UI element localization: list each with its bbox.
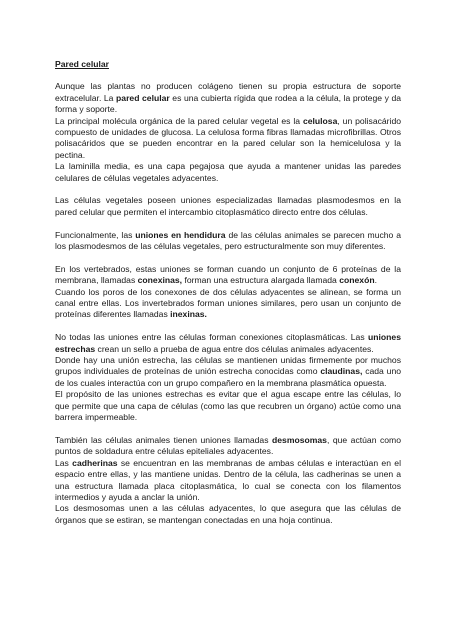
document-body — [55, 81, 401, 526]
paragraph-line — [55, 287, 401, 321]
bold-term: pared celular — [116, 92, 170, 103]
text-run: cada uno de los cuales interactúa con un grupo compañero en la membrana plasmática opuesta. — [55, 366, 401, 388]
paragraph-line — [55, 389, 401, 423]
paragraph — [55, 332, 401, 423]
text-run: , que actúan como puntos de soldadura entre células epiteliales adyacentes. — [55, 434, 401, 457]
text-run: Aunque las plantas no producen colágeno tienen su propia estructura de soporte extracelular. La — [55, 81, 401, 103]
text-run: En los vertebrados, estas uniones se forman cuando un conjunto de 6 proteínas de la membrana, llamadas — [55, 263, 401, 286]
bold-term: conexinas, — [137, 275, 183, 286]
text-run: Los desmosomas unen a las células adyacentes, lo que asegura que las células de órganos que se estiran, se mantengan conectadas en una hoja continua. — [55, 503, 401, 525]
bold-term: uniones estrechas — [55, 332, 401, 354]
bold-term: desmosomas — [272, 434, 327, 445]
text-run: Las células vegetales poseen uniones especializadas llamadas plasmodesmos en la pared celular que permiten el intercambio citoplasmático directo entre dos células. — [55, 195, 401, 217]
paragraph-line — [55, 264, 401, 287]
paragraph-line — [55, 503, 401, 526]
text-run: forman una estructura alargada llamada — [182, 275, 340, 286]
text-run: Funcionalmente, las — [55, 229, 136, 240]
bold-term: uniones en hendidura — [135, 229, 226, 240]
text-run: es una cubierta rígida que rodea a la célula, la protege y da forma y soporte. — [55, 92, 402, 115]
paragraph-line — [55, 458, 401, 504]
paragraph — [55, 81, 401, 184]
bold-term: claudinas, — [320, 366, 363, 377]
bold-term: cadherinas — [72, 457, 118, 468]
text-run: Las — [55, 457, 73, 468]
text-run: crean un sello a prueba de agua entre dos células animales adyacentes. — [95, 343, 374, 354]
paragraph-line — [55, 195, 401, 218]
text-run: , un polisacárido compuesto de unidades de glucosa. La celulosa forma fibras llamadas microfibrillas. Otros polisacáridos que se pueden encontrar en la pared celular son la hemicelulosa y la pectina. — [55, 115, 402, 160]
bold-term: celulosa — [302, 115, 338, 126]
bold-term: inexinas. — [170, 309, 207, 320]
text-run: Cuando los poros de los conexones de dos células adyacentes se alinean, se forma un canal entre ellas. Los invertebrados forman uniones similares, pero usan un conjunto de proteínas diferentes llamadas — [55, 286, 401, 320]
text-run: La principal molécula orgánica de la pared celular vegetal es la — [55, 115, 303, 126]
paragraph-line — [55, 355, 401, 389]
paragraph — [55, 435, 401, 526]
paragraph — [55, 195, 401, 218]
text-run: También las células animales tienen uniones llamadas — [55, 434, 273, 445]
bold-term: conexón — [339, 275, 375, 286]
text-run: No todas las uniones entre las células forman conexiones citoplasmáticas. Las — [55, 332, 369, 343]
paragraph-line — [55, 161, 401, 184]
paragraph-line — [55, 116, 401, 162]
text-run: La laminilla media, es una capa pegajosa que ayuda a mantener unidas las paredes celulares de células vegetales adyacentes. — [55, 161, 401, 183]
document-title: Pared celular — [55, 59, 109, 69]
paragraph-line — [55, 435, 401, 458]
paragraph — [55, 264, 401, 321]
text-run: Donde hay una unión estrecha, las células se mantienen unidas firmemente por muchos grupos individuales de proteínas de unión estrecha conocidas como — [55, 355, 401, 377]
paragraph-line — [55, 230, 401, 253]
text-run: . — [374, 275, 377, 286]
text-run: El propósito de las uniones estrechas es evitar que el agua escape entre las células, lo que permite que una capa de células (como las que recubren un órgano) actúe como una barrera impermeable. — [55, 389, 401, 423]
text-run: de las células animales se parecen mucho a los plasmodesmos de las células vegetales, pero estructuralmente son muy diferentes. — [55, 229, 401, 252]
paragraph-line — [55, 81, 401, 115]
text-run: se encuentran en las membranas de ambas células e interactúan en el espacio entre ellas, y las mantiene unidas. Dentro de la célula, las cadherinas se unen a una estructura llamada placa citoplasmática, lo cual se conecta con los filamentos intermedios y ayuda a anclar la unión. — [55, 457, 401, 502]
paragraph-line — [55, 332, 401, 355]
paragraph — [55, 230, 401, 253]
